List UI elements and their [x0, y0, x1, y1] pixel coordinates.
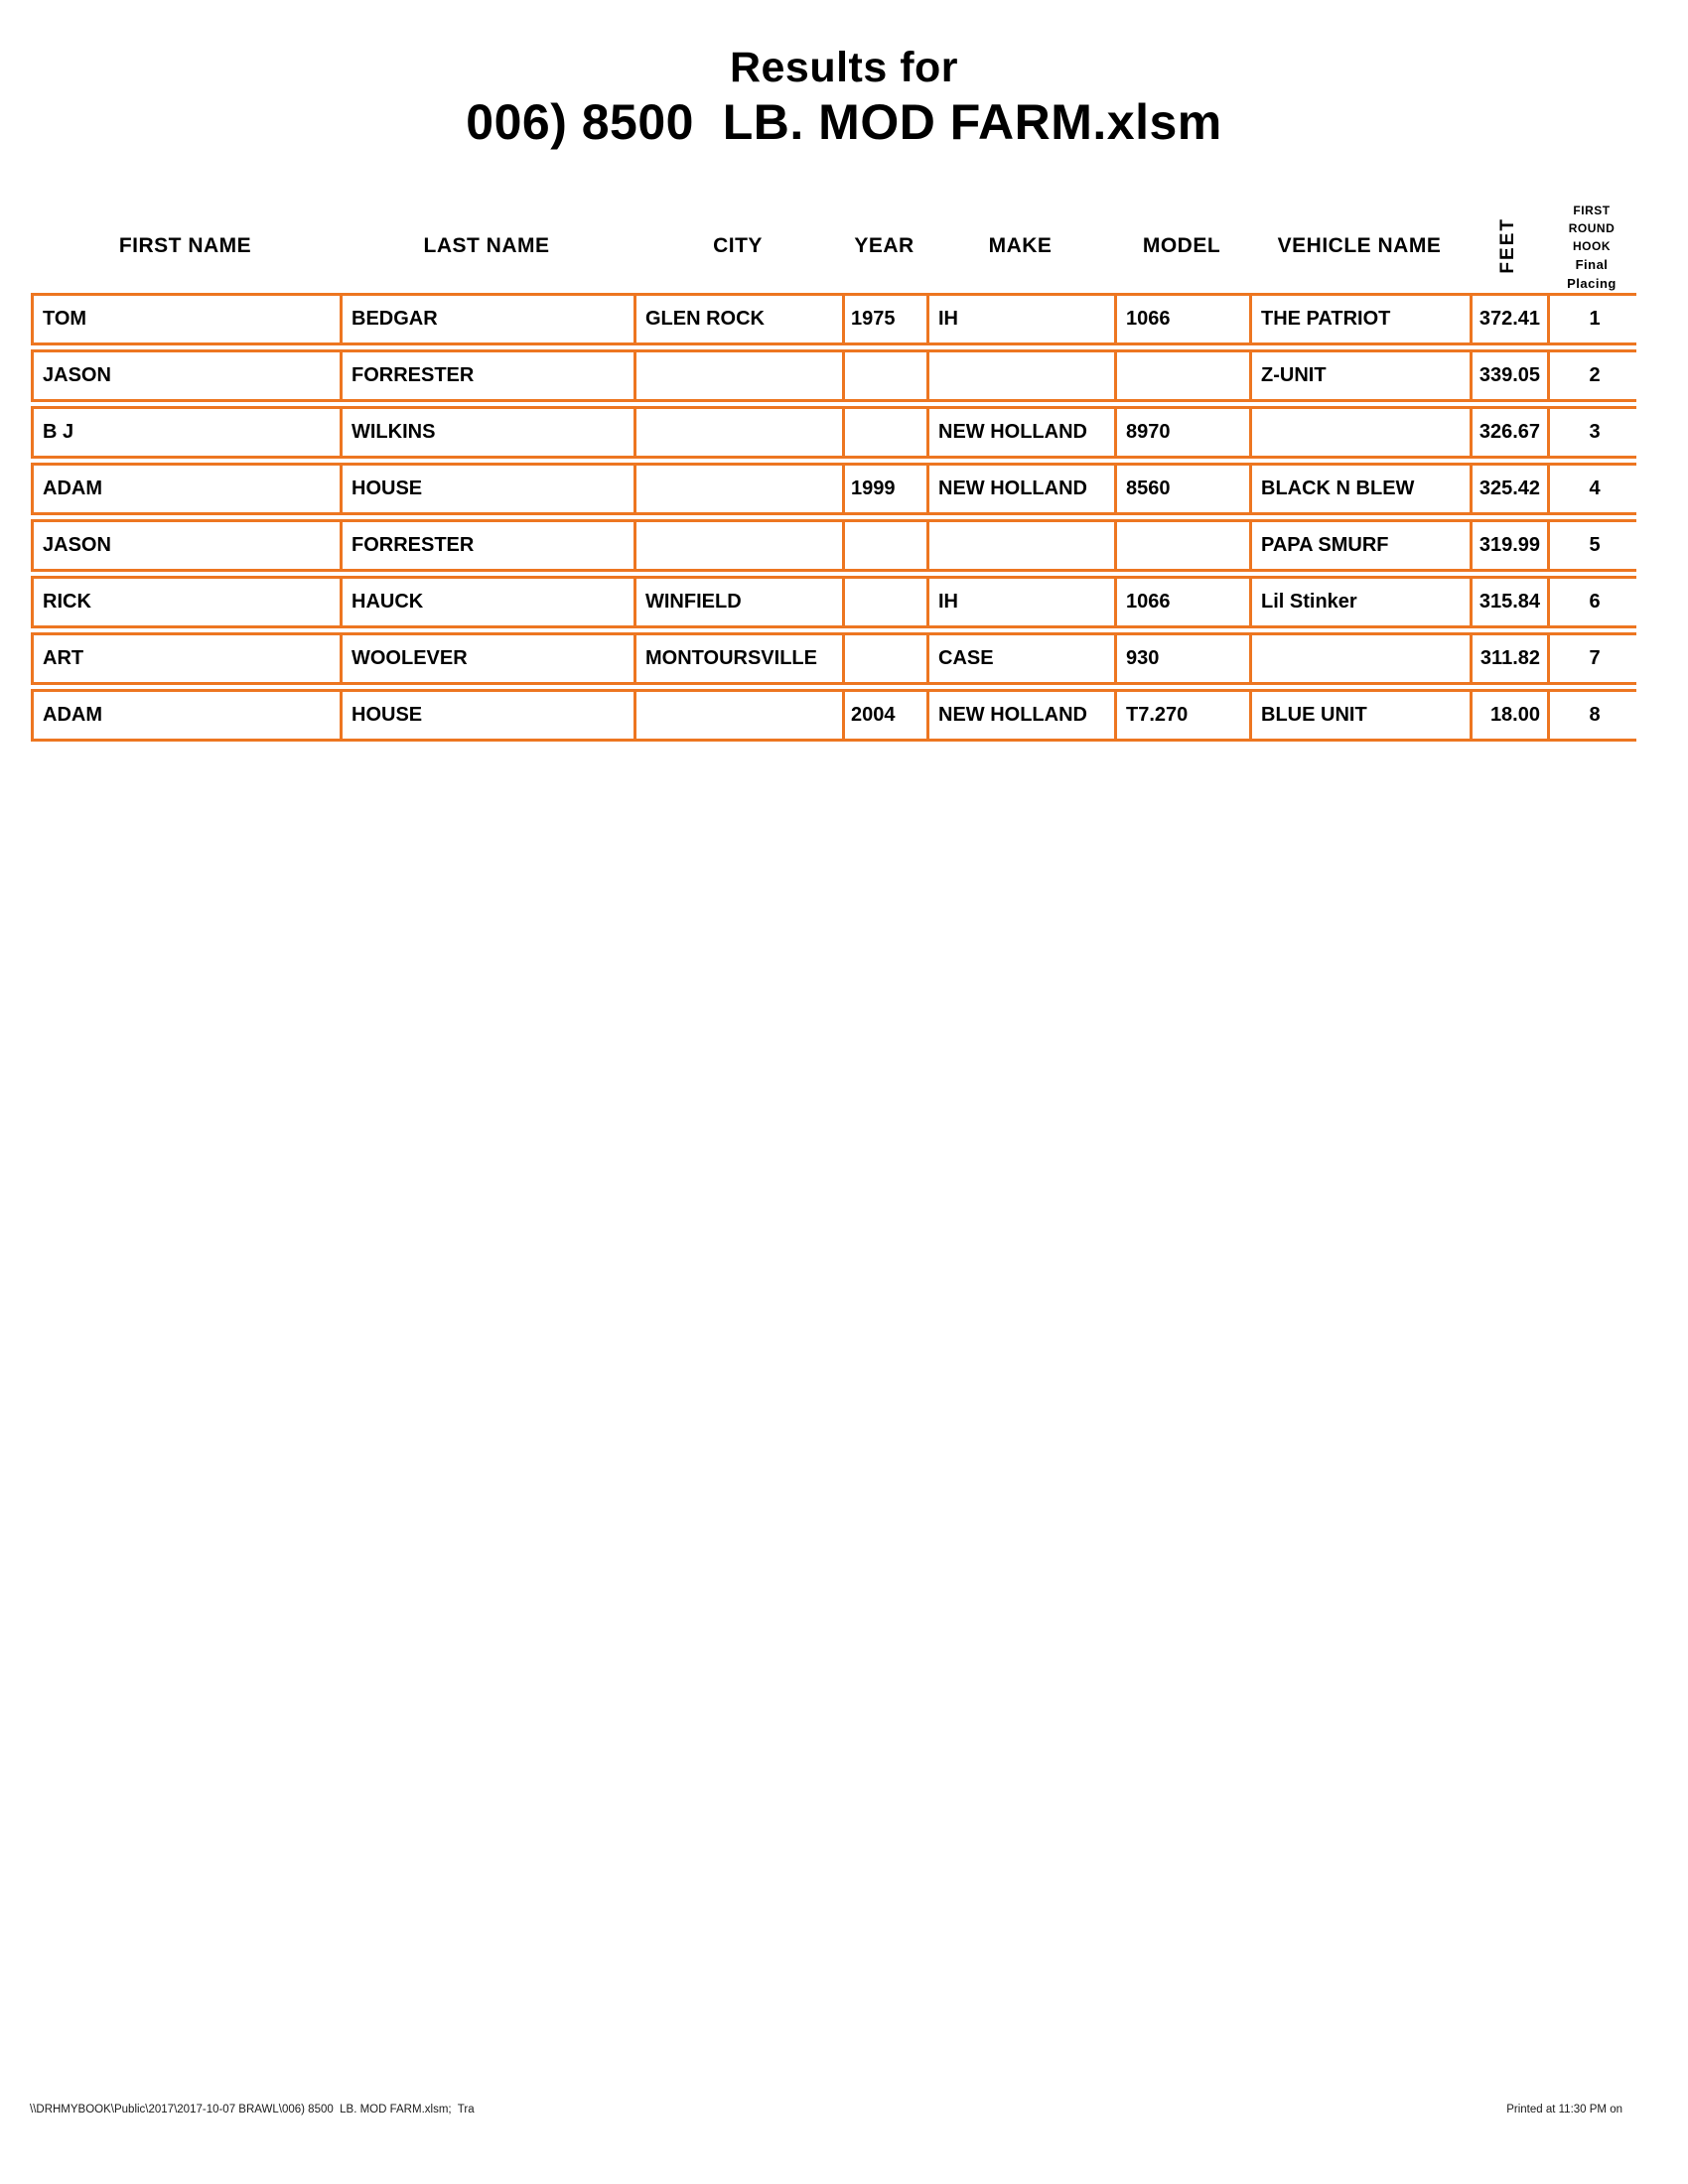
cell-vehicle-name: Z-UNIT	[1252, 352, 1473, 399]
table-row	[31, 519, 1636, 572]
cell-make: IH	[929, 296, 1117, 342]
cell-last-name: BEDGAR	[343, 296, 636, 342]
cell-feet: 339.05	[1473, 352, 1550, 399]
cell-first-name: ADAM	[34, 692, 343, 739]
cell-make: NEW HOLLAND	[929, 692, 1117, 739]
cell-make	[929, 522, 1117, 569]
cell-make: NEW HOLLAND	[929, 409, 1117, 456]
cell-year	[845, 635, 929, 682]
cell-first-name: B J	[34, 409, 343, 456]
cell-vehicle-name	[1252, 409, 1473, 456]
cell-last-name: HAUCK	[343, 579, 636, 625]
footer-printed-at: Printed at 11:30 PM on	[1506, 2104, 1622, 2116]
cell-placing: 5	[1589, 534, 1601, 556]
cell-last-name: FORRESTER	[343, 522, 636, 569]
cell-first-name: ART	[34, 635, 343, 682]
table-row	[31, 632, 1636, 685]
cell-year	[845, 579, 929, 625]
cell-first-name: ADAM	[34, 466, 343, 512]
cell-first-name: JASON	[34, 522, 343, 569]
cell-model	[1117, 522, 1252, 569]
cell-feet: 18.00	[1473, 692, 1550, 739]
placing-header-line: Placing	[1567, 276, 1617, 291]
cell-model	[1117, 352, 1252, 399]
cell-city	[636, 352, 845, 399]
cell-make: NEW HOLLAND	[929, 466, 1117, 512]
cell-city: MONTOURSVILLE	[636, 635, 845, 682]
cell-last-name: WILKINS	[343, 409, 636, 456]
table-row	[31, 349, 1636, 402]
cell-vehicle-name: BLACK N BLEW	[1252, 466, 1473, 512]
col-header-last-name: LAST NAME	[423, 233, 550, 257]
cell-city	[636, 466, 845, 512]
cell-feet: 326.67	[1473, 409, 1550, 456]
table-row	[31, 576, 1636, 628]
cell-vehicle-name	[1252, 635, 1473, 682]
cell-first-name: TOM	[34, 296, 343, 342]
cell-model: 1066	[1117, 296, 1252, 342]
col-header-placing	[1547, 199, 1636, 293]
cell-make: IH	[929, 579, 1117, 625]
cell-feet: 319.99	[1473, 522, 1550, 569]
cell-model: 8560	[1117, 466, 1252, 512]
cell-model: T7.270	[1117, 692, 1252, 739]
placing-header-line: HOOK	[1573, 239, 1611, 253]
table-row	[31, 463, 1636, 515]
cell-year: 1999	[845, 466, 929, 512]
cell-first-name: RICK	[34, 579, 343, 625]
cell-make	[929, 352, 1117, 399]
placing-header-line: Final	[1575, 257, 1609, 272]
placing-header-line: FIRST	[1573, 204, 1611, 217]
table-row	[31, 293, 1636, 345]
page-title: Results for	[729, 44, 959, 91]
cell-vehicle-name: Lil Stinker	[1252, 579, 1473, 625]
cell-feet: 311.82	[1473, 635, 1550, 682]
cell-placing: 1	[1589, 308, 1601, 330]
cell-placing: 4	[1589, 478, 1601, 499]
cell-vehicle-name: PAPA SMURF	[1252, 522, 1473, 569]
feet-rotated-label: FEET	[1497, 217, 1518, 274]
cell-placing: 3	[1589, 421, 1601, 443]
footer-file-path: \\DRHMYBOOK\Public\2017\2017-10-07 BRAWL\006) 8500 LB. MOD FARM.xlsm; Tra	[30, 2104, 475, 2116]
cell-feet: 315.84	[1473, 579, 1550, 625]
col-header-vehicle-name: VEHICLE NAME	[1277, 233, 1442, 257]
col-header-make: MAKE	[988, 233, 1053, 257]
results-table	[31, 293, 1636, 746]
cell-city: WINFIELD	[636, 579, 845, 625]
cell-year: 1975	[845, 296, 929, 342]
cell-year: 2004	[845, 692, 929, 739]
cell-model: 8970	[1117, 409, 1252, 456]
cell-placing: 2	[1589, 364, 1601, 386]
cell-placing: 6	[1589, 591, 1601, 613]
cell-placing: 7	[1589, 647, 1601, 669]
col-header-year: YEAR	[854, 233, 914, 257]
cell-placing: 8	[1589, 704, 1601, 726]
cell-year	[845, 352, 929, 399]
cell-vehicle-name: THE PATRIOT	[1252, 296, 1473, 342]
cell-year	[845, 522, 929, 569]
cell-last-name: HOUSE	[343, 692, 636, 739]
table-row	[31, 689, 1636, 742]
cell-first-name: JASON	[34, 352, 343, 399]
cell-year	[845, 409, 929, 456]
page-subtitle: 006) 8500 LB. MOD FARM.xlsm	[466, 94, 1222, 150]
table-header-row	[31, 199, 1636, 293]
cell-city: GLEN ROCK	[636, 296, 845, 342]
cell-feet: 325.42	[1473, 466, 1550, 512]
cell-model: 1066	[1117, 579, 1252, 625]
placing-header-line: ROUND	[1568, 221, 1616, 235]
table-row	[31, 406, 1636, 459]
col-header-first-name: FIRST NAME	[118, 233, 252, 257]
cell-city	[636, 692, 845, 739]
cell-city	[636, 522, 845, 569]
cell-model: 930	[1117, 635, 1252, 682]
col-header-feet	[1470, 199, 1547, 293]
cell-city	[636, 409, 845, 456]
cell-make: CASE	[929, 635, 1117, 682]
col-header-model: MODEL	[1142, 233, 1221, 257]
cell-vehicle-name: BLUE UNIT	[1252, 692, 1473, 739]
cell-last-name: HOUSE	[343, 466, 636, 512]
cell-last-name: WOOLEVER	[343, 635, 636, 682]
col-header-city: CITY	[713, 233, 763, 257]
cell-last-name: FORRESTER	[343, 352, 636, 399]
cell-feet: 372.41	[1473, 296, 1550, 342]
